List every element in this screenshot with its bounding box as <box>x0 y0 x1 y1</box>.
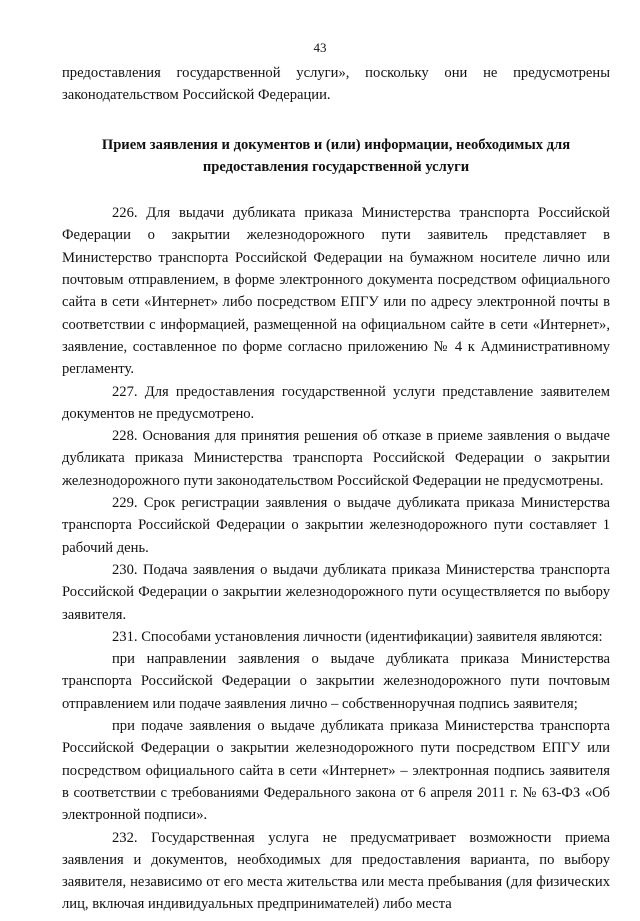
heading-line-1: Прием заявления и документов и (или) информации, необходимых для <box>101 136 571 153</box>
heading-line-2: предоставления государственной услуги <box>202 158 470 175</box>
paragraph-231-item-epgu: при подаче заявления о выдаче дубликата приказа Министерства транспорта Российской Федерации о закрытии железнодорожного пути посредством ЕПГУ или посредством официального сайта в сети «Интернет» – электронная подпись заявителя в соответствии с требованиями Федерального закона от 6 апреля 2011 г. № 63-ФЗ «Об электронной подписи». <box>62 718 610 824</box>
section-heading <box>62 134 610 179</box>
paragraph-231-item-mail: при направлении заявления о выдаче дубликата приказа Министерства транспорта Российской Федерации о закрытии железнодорожного пути почтовым отправлением или подаче заявления лично – собственноручная подпись заявителя; <box>62 651 610 712</box>
paragraph-227: 227. Для предоставления государственной услуги представление заявителем документов не предусмотрено. <box>62 383 610 422</box>
paragraph-226: 226. Для выдачи дубликата приказа Министерства транспорта Российской Федерации о закрытии железнодорожного пути заявитель представляет в Министерство транспорта Российской Федерации на бумажном носителе лично или почтовым отправлением, в форме электронного документа посредством официального сайта в сети «Интернет» либо посредством ЕПГУ или по адресу электронной почты в соответствии с информацией, размещенной на официальном сайте в сети «Интернет», заявление, составленное по форме согласно приложению № 4 к Административному регламенту. <box>62 205 610 378</box>
page-number: 43 <box>313 40 327 55</box>
paragraph-228: 228. Основания для принятия решения об отказе в приеме заявления о выдаче дубликата приказа Министерства транспорта Российской Федерации о закрытии железнодорожного пути законодательством Российской Федерации не предусмотрены. <box>62 428 610 489</box>
paragraph-231: 231. Способами установления личности (идентификации) заявителя являются: <box>112 628 603 645</box>
intro-paragraph: предоставления государственной услуги», поскольку они не предусмотрены законодательством Российской Федерации. <box>62 65 610 104</box>
paragraph-232: 232. Государственная услуга не предусматривает возможности приема заявления и документов, необходимых для предоставления варианта, по выбору заявителя, независимо от его места жительства или места пребывания (для физических лиц, включая индивидуальных предпринимателей) либо места <box>62 829 610 913</box>
document-body <box>62 62 610 916</box>
paragraph-229: 229. Срок регистрации заявления о выдаче дубликата приказа Министерства транспорта Российской Федерации о закрытии железнодорожного пути составляет 1 рабочий день. <box>62 495 610 556</box>
paragraph-230: 230. Подача заявления о выдачи дубликата приказа Министерства транспорта Российской Федерации о закрытии железнодорожного пути осуществляется по выбору заявителя. <box>62 561 610 623</box>
